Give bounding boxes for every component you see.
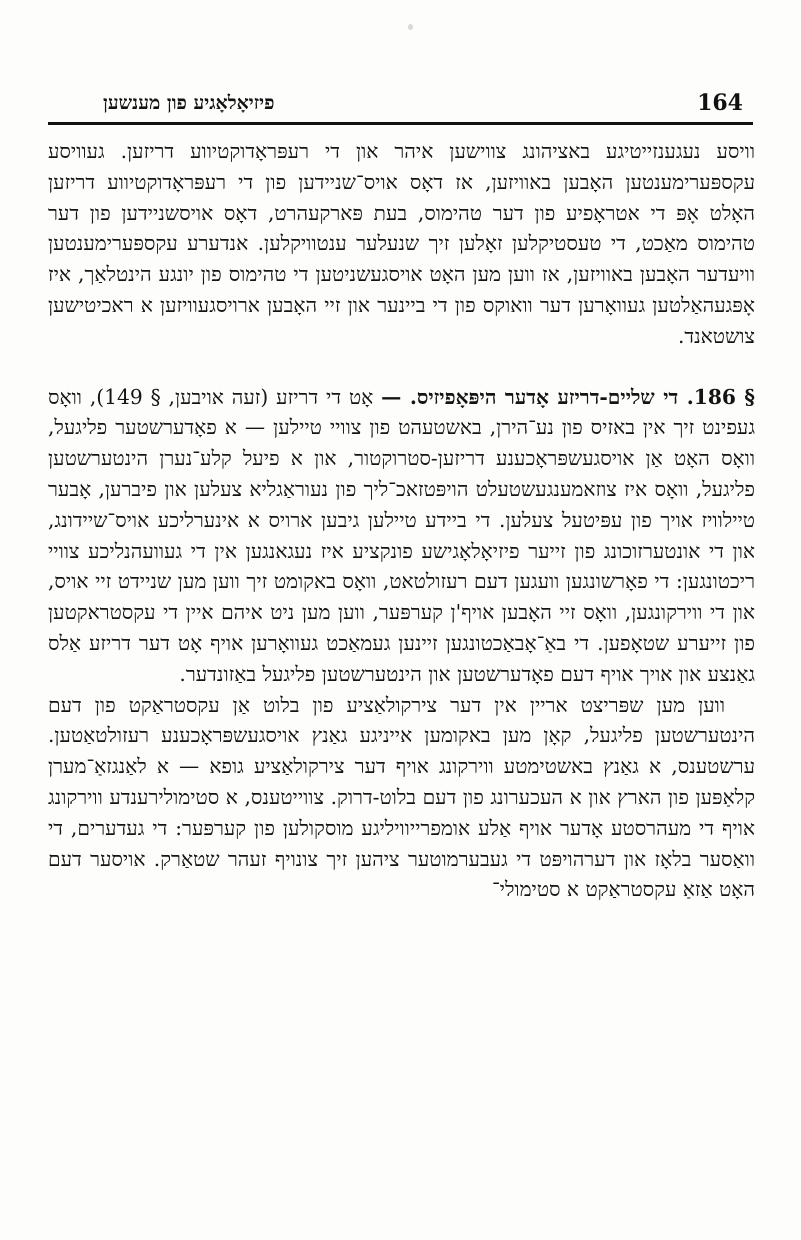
page-number: 164	[697, 90, 743, 116]
paragraph-2-text: אָט די דריזע (זעה אויבען, § 149), וואָס געפינט זיך אין באזיס פון נע־הירן, באשטעהט פון צוויי טיילען — א פאָדערשטער פליגעל, וואָס האָט אַן אויסגעשפּראָכענע דריזען-סטרוקטור, און א פיעל קלע־נערן הינטערשטען פליגעל, וואָס איז צוזאמענגעשטעלט הויפּטזאכ־ליך פון נעוראַגליא צעלען און פיברען, אָבער טיילוויז אויך פון עפּיטעל צעלען. די ביידע טיילען גיבען ארויס א אינערליכע אויס־שיידונג, און די אונטערזוכונג פון זייער פיזיאָלאָגישע פונקציע איז נעגאנגען אין די געוועהנליכע צוויי ריכטונגען: די פאָרשונגען וועגען דעם רעזולטאט, וואָס באקומט זיך ווען מען שניידט זיי אויס, און די ווירקונגען, וואָס זיי האָבען אויף'ן קערפּער, ווען מען ניט איהם איין די עקסטראקטען פון זייערע שטאָפען. די באַ־אָבאַכטונגען זיינען געמאַכט געוואָרען אויף אָט דער דריזע אַלס גאַנצע און אויך אויף דעם פאָדערשטען און הינטערשטען פליגעל באַזונדער.	[48, 384, 755, 686]
section-heading: § 186. די שליים-דריזע אָדער היפּאָפיזיס. —	[381, 384, 755, 409]
running-title: פיזיאָלאָגיע פון מענשען	[103, 92, 275, 114]
paragraph-3	[48, 690, 755, 906]
ink-spot	[408, 24, 413, 30]
page-header	[48, 88, 753, 124]
body-text	[48, 136, 755, 905]
paragraph-1	[48, 136, 755, 352]
paragraph-3-text: ווען מען שפּריצט אריין אין דער צירקולאַציע פון בלוט אַן עקסטראַקט פון דעם הינטערשטען פליגעל, קאָן מען באקומען אייניגע גאַנץ אויסגעשפּראָכענע רעזולטאַטען. ערשטענס, א גאַנץ באשטימטע ווירקונג אויף דער צירקולאַציע גופא — א לאַנגזאַ־מערן קלאַפּען פון הארץ און א העכערונג פון דעם בלוט-דרוק. צווייטענס, א סטימולירענדע ווירקונג אויף די מעהרסטע אָדער אויף אַלע אומפרייוויליגע מוסקולען פון קערפּער: די געדערים, די וואַסער בלאָז און דערהויפּט די געבערמוטער ציהען זיך צונויף זעהר שטאַרק. אויסער דעם האָט אַזאַ עקסטראַקט א סטימולי־	[48, 692, 755, 902]
header-rule	[48, 122, 753, 125]
paragraph-2	[48, 382, 755, 690]
paragraph-1-text: וויסע נעגענזייטיגע באציהונג צווישען איהר און די רעפּראָדוקטיווע דריזען. געוויסע עקספּערימענטען האָבען באוויזען, אז דאָס אויס־שניידען פון די רעפּראָדוקטיווע דריזען האָלט אָפּ די אטראָפיע פון דער טהימוס, בעת פּארקעהרט, דאָס אויסשניידען פון דער טהימוס מאַכט, די טעסטיקלען זאָלען זיך שנעלער ענטוויקלען. אנדערע עקספּערימענטען וויעדער האָבען באוויזען, אז ווען מען האָט אויסגעשניטען די טהימוס פון יונגע הינטלאַך, איז אָפּגעהאַלטען געוואָרען דער וואוקס פון די ביינער און זיי האָבען ארויסגעוויזען א ראכיטישען צושטאנד.	[48, 139, 755, 348]
